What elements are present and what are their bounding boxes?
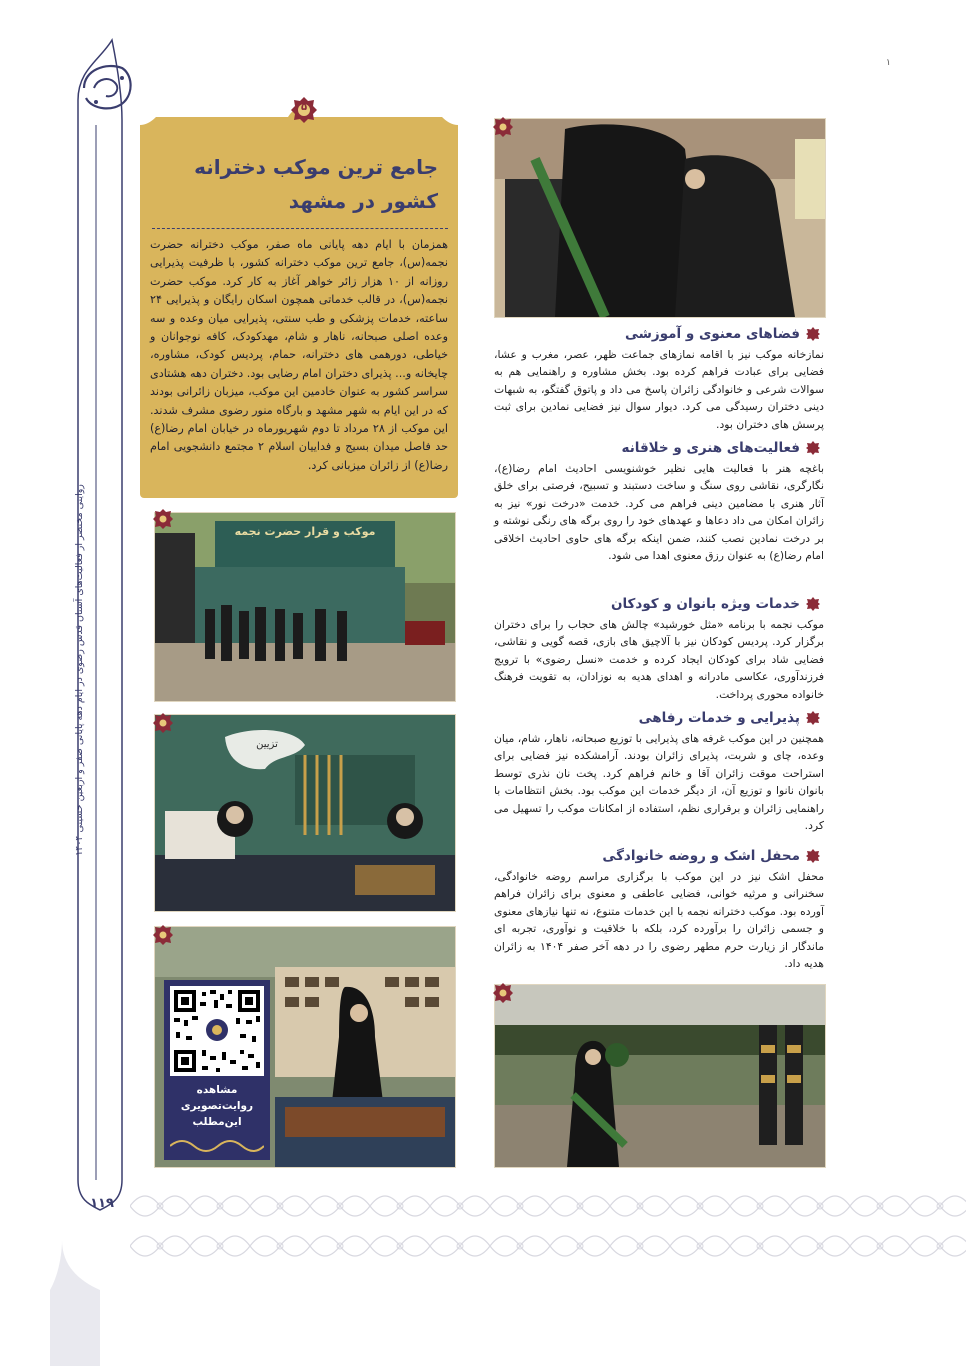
section-body-hospitality: همچنین در این موکب غرفه های پذیرایی با توزیع صبحانه، ناهار، شام، میان وعده، چای و شربت، پذیرای زائران بودند. آرامشکده نیز فضایی برای استراحت موقت زائران آقا و خانم فراهم کرد. پخت نان نذری توسط بانوان نانوا و توزیع آن، از دیگر خدمات این موکب بود. بخش انتظامات با راهنمایی زائران و برقراری نظم، استفاده از امکانات موکب را تسهیل می کرد. <box>494 732 824 833</box>
section-title-art <box>520 440 820 456</box>
feature-body: همزمان با ایام دهه پایانی ماه صفر، موکب دخترانه حضرت نجمه(س)، جامع ترین موکب دخترانه کشور، با ظرفیت پذیرایی روزانه از ۱۰ هزار زائر خواهر آغاز به کار کرد. موکب حضرت نجمه(س)، در قالب خدماتی همچون اسکان رایگان و پذیرایی ۲۴ ساعته، خدمات پزشکی و طب سنتی، پذیرایی میان وعده و سه وعده اصلی صبحانه، ناهار و شام، مهدکودک، کافه نوجوانان و خیاطی، دورهمی های دخترانه، حمام، پردیس کودک، مشاوره، چایخانه و... پذیرای دختران امام رضایی بود. دختران دهه هشتادی سراسر کشور به عنوان خادمین این موکب، میزبان زائرانی بودند که در این ایام به شهر مشهد و بارگاه منور رضوی مشرف شدند. این موکب از ۲۸ مرداد تا دوم شهریورماه در خیابان امام رضا(ع) حد فاصل میدان بسیج و فداییان اسلام ۲ مجتمع دانشجویی امام رضا(ع) از زائران میزبانی کرد. <box>150 238 448 472</box>
section-bullet-icon <box>806 597 820 611</box>
magazine-logo <box>76 58 136 118</box>
section-body-art: باغچه هنر با فعالیت هایی نظیر خوشنویسی احادیث امام رضا(ع)، نگارگری، نقاشی روی سنگ و ساخت دستبند و تسبیح، فرصتی برای خلق آثار هنری با مضامین دینی فراهم می کرد. خدمت «درخت نور» نیز به زائران امکان می داد دعاها و عهدهای خود را روی برگه های رنگی نوشته و بر درخت نمادین نصب کنند، ضمن اینکه برگه های حاوی احادیث اخلاقی امام رضا(ع) به عنوان رزق معنوی اهدا می شود. <box>494 462 824 563</box>
feature-title: جامع ترین موکب دخترانه کشور در مشهد <box>194 155 438 213</box>
feature-divider <box>152 228 448 229</box>
section-title-mourning <box>520 848 820 864</box>
qr-caption-line-1: مشاهده <box>196 1084 238 1096</box>
section-title-women-children <box>520 596 820 612</box>
photo-badge-icon <box>152 508 174 530</box>
footer-pattern <box>130 1186 966 1266</box>
section-title-text: فضاهای معنوی و آموزشی <box>625 326 800 342</box>
feature-badge-number: ۵ <box>300 102 308 113</box>
photo-ceremony <box>494 118 826 318</box>
section-bullet-icon <box>806 849 820 863</box>
photo-entrance <box>154 512 456 702</box>
section-bullet-icon <box>806 441 820 455</box>
page-number: ۱۱۹ <box>90 1196 114 1211</box>
photo-badge-icon <box>492 982 514 1004</box>
section-body-mourning: محفل اشک نیز در این موکب با برگزاری مراسم روضه خانوادگی، سخنرانی و مرثیه خوانی، فضایی عاطفی و معنوی برای زائران فراهم آورده بود. موکب دخترانه نجمه با این خدمات متنوع، نه تنها نیازهای معنوی و جسمی زائران را برآورده کرد، بلکه با خلاقیت و نوآوری، تجربه ای ماندگار از زیارت حرم مطهر رضوی را در دهه آخر صفر ۱۴۰۴ به زائران هدیه داد. <box>494 870 824 971</box>
photo-entrance-banner: موکب و قرار حضرت نجمه <box>234 525 376 538</box>
photo-sewing-sign: تزیین <box>256 739 278 750</box>
photo-courtyard <box>494 984 826 1168</box>
section-title-hospitality <box>520 710 820 726</box>
photo-sewing <box>154 714 456 912</box>
section-body-spiritual: نمازخانه موکب نیز با اقامه نمازهای جماعت ظهر، عصر، مغرب و عشا، فضایی برای عبادت فراهم کرده بود. بخش مشاوره و راهنمایی هم به سوالات شرعی و خانوادگی زائران پاسخ می داد و پاتوق گفتگو، به شبهات دینی دختران رسیدگی می کرد. دیوار سوال نیز فضایی نمادین برای ثبت پرسش های دختران بود. <box>494 348 824 431</box>
photo-badge-icon <box>152 712 174 734</box>
qr-caption-line-2: روایت‌تصویری <box>180 1100 254 1112</box>
section-title-text: پذیرایی و خدمات رفاهی <box>638 710 800 726</box>
corner-mark: ۱ <box>886 58 891 68</box>
qr-caption <box>164 1082 270 1130</box>
section-bullet-icon <box>806 711 820 725</box>
section-title-spiritual <box>520 326 820 342</box>
qr-caption-line-3: این‌مطلب <box>192 1116 242 1128</box>
section-title-text: فعالیت‌های هنری و خلاقانه <box>621 440 800 456</box>
page-spine <box>0 0 140 1366</box>
qr-code[interactable] <box>170 986 264 1076</box>
section-body-women-children: موکب نجمه با برنامه «مثل خورشید» چالش های حجاب را برای دختران برگزار کرد. پردیس کودکان نیز با آلاچیق های بازی، قصه گویی و نقاشی، فضایی شاد برای کودکان ایجاد کرده و خدمت «نسل رضوی» با ترویج فرزندآوری، عکاسی مادرانه و اهدای هدیه به نوزادان، به تقویت فرهنگ خانواده محوری پرداخت. <box>494 618 824 701</box>
section-title-text: خدمات ویژه بانوان و کودکان <box>610 596 800 612</box>
running-title: روایتی مختصر از فعالیت‌های آستان قدس رضوی در ایام دهه پایانی صفر و اربعین حسینی ۱۴۰۴ <box>74 484 85 856</box>
section-title-text: محفل اشک و روضه خانوادگی <box>602 848 800 864</box>
qr-panel-ornament <box>170 1136 264 1156</box>
photo-badge-icon <box>152 924 174 946</box>
section-bullet-icon <box>806 327 820 341</box>
photo-badge-icon <box>492 116 514 138</box>
